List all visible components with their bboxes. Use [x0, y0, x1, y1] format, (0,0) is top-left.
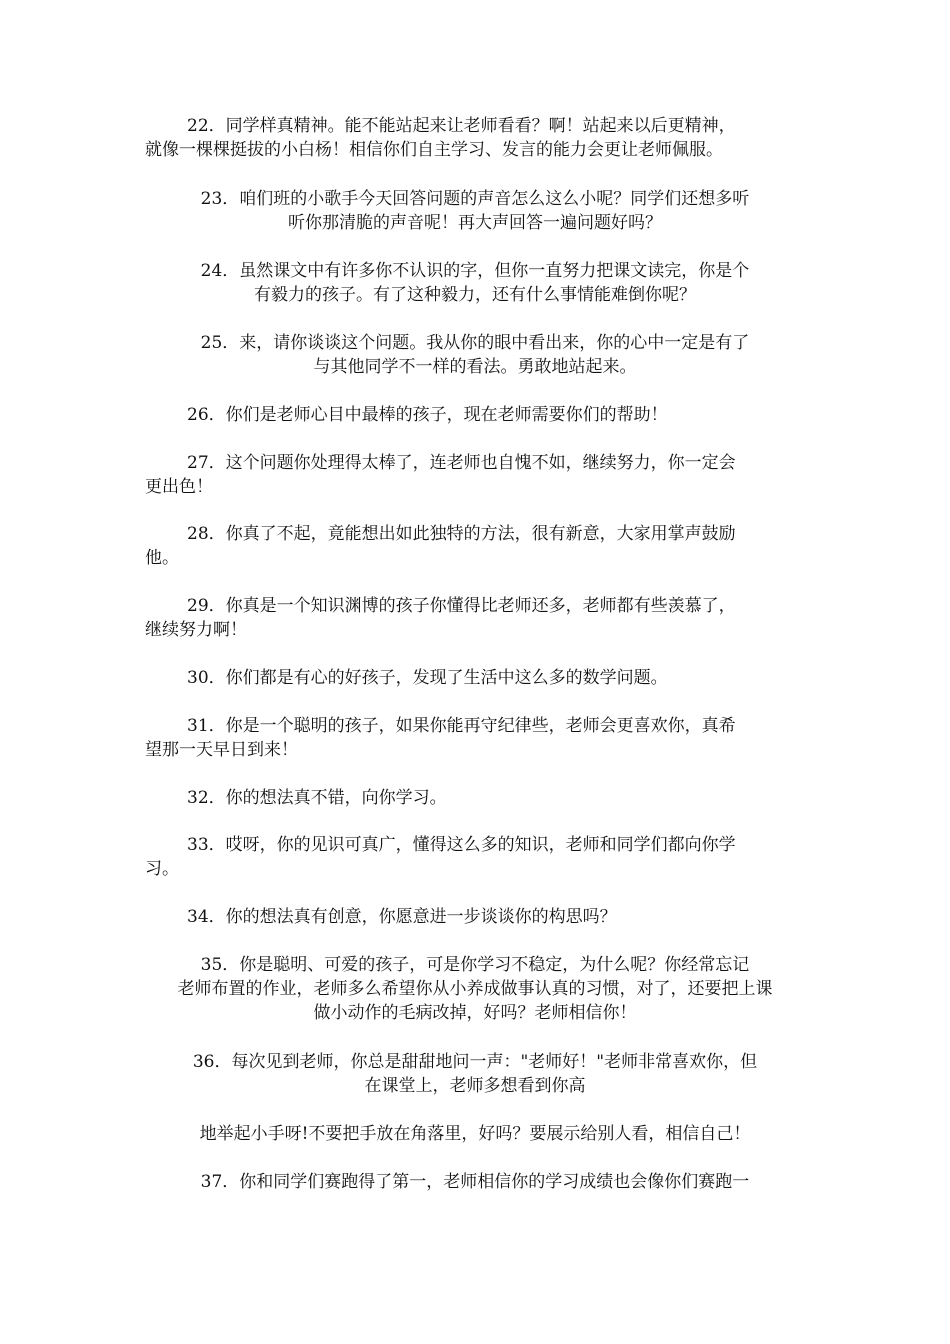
- paragraph-23: [145, 187, 805, 235]
- paragraph-23-line-1: 23．咱们班的小歌手今天回答问题的声音怎么这么小呢？同学们还想多听: [200, 189, 750, 209]
- paragraph-25: [145, 331, 805, 379]
- paragraph-26-line-1: 26．你们是老师心目中最棒的孩子，现在老师需要你们的帮助！: [187, 405, 668, 425]
- paragraph-35-line-3: 做小动作的毛病改掉，好吗？老师相信你！: [313, 1003, 637, 1023]
- paragraph-28-line-1: 28．你真了不起，竟能想出如此独特的方法，很有新意，大家用掌声鼓励: [187, 524, 736, 544]
- paragraph-36: [145, 1050, 805, 1098]
- paragraph-33-line-1: 33．哎呀，你的见识可真广，懂得这么多的知识，老师和同学们都向你学: [187, 835, 736, 855]
- paragraph-36-line-1: 36．每次见到老师，你总是甜甜地问一声："老师好！"老师非常喜欢你，但: [192, 1052, 758, 1072]
- paragraph-28-line-2: 他。: [145, 548, 179, 568]
- paragraph-33: [145, 833, 805, 881]
- paragraph-24-line-2: 有毅力的孩子。有了这种毅力，还有什么事情能难倒你呢？: [254, 285, 696, 305]
- paragraph-25-line-2: 与其他同学不一样的看法。勇敢地站起来。: [313, 357, 637, 377]
- paragraph-34-line-1: 34．你的想法真有创意，你愿意进一步谈谈你的构思吗？: [187, 907, 617, 927]
- paragraph-32: [187, 786, 805, 810]
- paragraph-31: [145, 714, 805, 762]
- paragraph-29: [145, 594, 805, 642]
- paragraph-27-line-1: 27．这个问题你处理得太棒了，连老师也自愧不如，继续努力，你一定会: [187, 453, 736, 473]
- paragraph-32-line-1: 32．你的想法真不错，向你学习。: [187, 788, 447, 808]
- paragraph-36-line-2: 在课堂上，老师多想看到你高: [364, 1076, 586, 1096]
- paragraph-28: [145, 522, 805, 570]
- paragraph-22: [145, 114, 805, 162]
- paragraph-31-line-1: 31．你是一个聪明的孩子，如果你能再守纪律些，老师会更喜欢你，真希: [187, 716, 736, 736]
- paragraph-33-line-2: 习。: [145, 859, 179, 879]
- paragraph-27: [145, 451, 805, 499]
- paragraph-27-line-2: 更出色！: [145, 477, 213, 497]
- paragraph-24-line-1: 24．虽然课文中有许多你不认识的字，但你一直努力把课文读完，你是个: [200, 261, 750, 281]
- paragraph-30: [187, 666, 805, 690]
- paragraph-29-line-2: 继续努力啊！: [145, 620, 247, 640]
- paragraph-36-continued: [145, 1122, 805, 1146]
- paragraph-25-line-1: 25．来，请你谈谈这个问题。我从你的眼中看出来，你的心中一定是有了: [200, 333, 750, 353]
- paragraph-37: [145, 1170, 805, 1194]
- paragraph-36-continued-line-1: 地举起小手呀!不要把手放在角落里，好吗？要展示给别人看，相信自己！: [199, 1124, 751, 1144]
- paragraph-22-line-2: 就像一棵棵挺拔的小白杨！相信你们自主学习、发言的能力会更让老师佩服。: [145, 140, 723, 160]
- paragraph-23-line-2: 听你那清脆的声音呢！再大声回答一遍问题好吗？: [288, 213, 662, 233]
- paragraph-29-line-1: 29．你真是一个知识渊博的孩子你懂得比老师还多，老师都有些羡慕了，: [187, 596, 736, 616]
- paragraph-30-line-1: 30．你们都是有心的好孩子，发现了生活中这么多的数学问题。: [187, 668, 668, 688]
- paragraph-35-line-2: 老师布置的作业，老师多么希望你从小养成做事认真的习惯，对了，还要把上课: [177, 979, 773, 999]
- paragraph-35: [145, 953, 805, 1025]
- paragraph-24: [145, 259, 805, 307]
- paragraph-37-line-1: 37．你和同学们赛跑得了第一，老师相信你的学习成绩也会像你们赛跑一: [200, 1172, 750, 1192]
- paragraph-31-line-2: 望那一天早日到来！: [145, 740, 298, 760]
- paragraph-35-line-1: 35．你是聪明、可爱的孩子，可是你学习不稳定，为什么呢？你经常忘记: [200, 955, 750, 975]
- paragraph-34: [187, 905, 805, 929]
- paragraph-26: [187, 403, 805, 427]
- paragraph-22-line-1: 22．同学样真精神。能不能站起来让老师看看？啊！站起来以后更精神，: [187, 116, 736, 136]
